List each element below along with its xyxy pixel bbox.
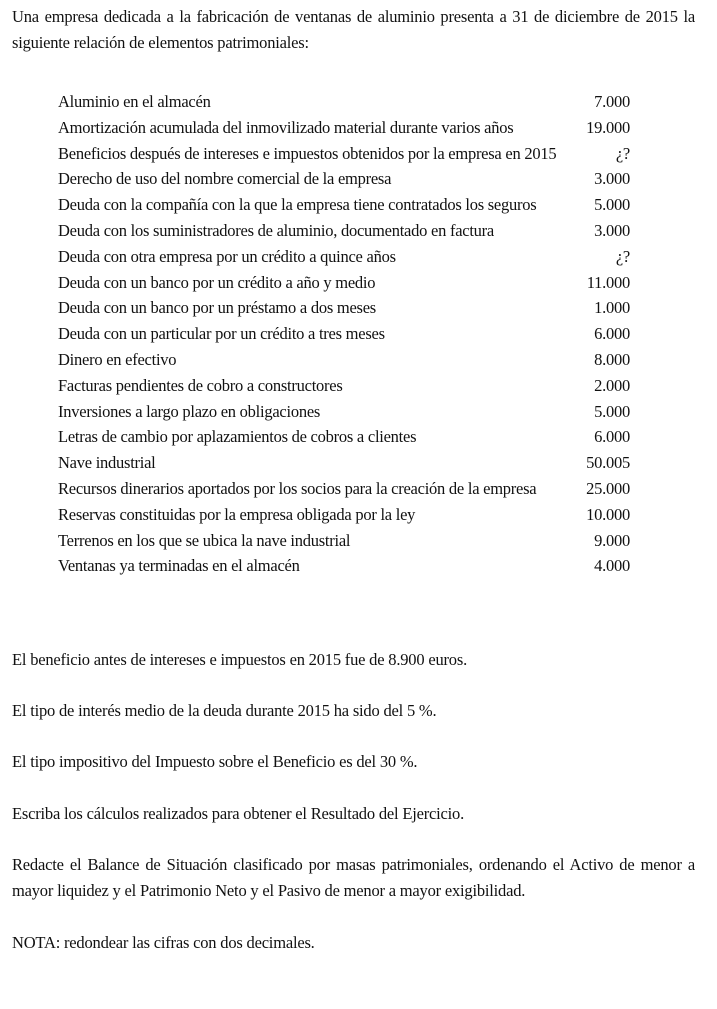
item-label: Deuda con la compañía con la que la empresa tiene contratados los seguros <box>58 195 537 215</box>
instruction-calculations: Escriba los cálculos realizados para obtener el Resultado del Ejercicio. <box>12 804 464 823</box>
list-item <box>58 166 630 192</box>
item-label: Deuda con otra empresa por un crédito a quince años <box>58 246 396 266</box>
item-value: 4.000 <box>594 556 630 576</box>
list-item <box>58 115 630 141</box>
list-item <box>58 218 630 244</box>
item-value: 7.000 <box>594 92 630 111</box>
item-label: Deuda con los suministradores de aluminio, documentado en factura <box>58 220 494 240</box>
list-item <box>58 424 630 450</box>
item-label: Amortización acumulada del inmovilizado material durante varios años <box>58 117 514 137</box>
list-item <box>58 89 630 115</box>
item-label: Dinero en efectivo <box>58 349 177 369</box>
list-item <box>58 553 630 579</box>
item-label: Deuda con un banco por un crédito a año y medio <box>58 272 376 292</box>
item-label: Reservas constituidas por la empresa obligada por la ley <box>58 504 416 524</box>
list-item <box>58 502 630 528</box>
item-value: 3.000 <box>594 220 630 240</box>
list-item <box>58 399 630 425</box>
list-item <box>58 244 630 270</box>
item-value: 19.000 <box>586 117 630 137</box>
note-rounding: NOTA: redondear las cifras con dos decimales. <box>12 933 315 952</box>
item-label: Beneficios después de intereses e impuestos obtenidos por la empresa en 2015 <box>58 143 557 163</box>
item-label: Ventanas ya terminadas en el almacén <box>58 556 300 576</box>
item-value: 50.005 <box>586 453 630 473</box>
item-label: Deuda con un banco por un préstamo a dos meses <box>58 298 376 318</box>
list-item <box>58 295 630 321</box>
instruction-balance-sheet: Redacte el Balance de Situación clasificado por masas patrimoniales, ordenando el Activo de menor a mayor liquidez y el Patrimonio Neto y el Pasivo de menor a mayor exigibilidad. <box>12 855 695 900</box>
item-label: Inversiones a largo plazo en obligaciones <box>58 401 321 421</box>
list-item <box>58 192 630 218</box>
item-value: 1.000 <box>594 298 630 318</box>
item-value: ¿? <box>615 143 630 163</box>
item-value: 25.000 <box>586 478 630 498</box>
item-value: 11.000 <box>586 272 630 292</box>
item-label: Derecho de uso del nombre comercial de la empresa <box>58 169 392 189</box>
item-label: Aluminio en el almacén <box>58 92 211 111</box>
item-label: Facturas pendientes de cobro a constructores <box>58 375 343 395</box>
item-label: Recursos dinerarios aportados por los socios para la creación de la empresa <box>58 478 537 498</box>
item-label: Nave industrial <box>58 453 156 473</box>
item-label: Letras de cambio por aplazamientos de cobros a clientes <box>58 427 417 447</box>
item-value: 3.000 <box>594 169 630 189</box>
interest-rate-statement: El tipo de interés medio de la deuda durante 2015 ha sido del 5 %. <box>12 701 437 720</box>
list-item <box>58 450 630 476</box>
item-value: 5.000 <box>594 195 630 215</box>
ebit-statement: El beneficio antes de intereses e impuestos en 2015 fue de 8.900 euros. <box>12 650 467 669</box>
item-value: 6.000 <box>594 427 630 447</box>
intro-paragraph: Una empresa dedicada a la fabricación de ventanas de aluminio presenta a 31 de diciembre de 2015 la siguiente relación de elementos patrimoniales: <box>12 7 695 52</box>
item-value: 10.000 <box>586 504 630 524</box>
list-item <box>58 528 630 554</box>
item-value: ¿? <box>615 246 630 266</box>
item-label: Deuda con un particular por un crédito a tres meses <box>58 324 385 344</box>
item-value: 9.000 <box>594 530 630 550</box>
list-item <box>58 347 630 373</box>
list-item <box>58 321 630 347</box>
asset-list <box>58 89 630 579</box>
item-label: Terrenos en los que se ubica la nave industrial <box>58 530 351 550</box>
tax-rate-statement: El tipo impositivo del Impuesto sobre el Beneficio es del 30 %. <box>12 752 418 771</box>
list-item <box>58 476 630 502</box>
item-value: 6.000 <box>594 324 630 344</box>
list-item <box>58 373 630 399</box>
list-item <box>58 270 630 296</box>
item-value: 5.000 <box>594 401 630 421</box>
list-item <box>58 141 630 167</box>
item-value: 2.000 <box>594 375 630 395</box>
item-value: 8.000 <box>594 349 630 369</box>
